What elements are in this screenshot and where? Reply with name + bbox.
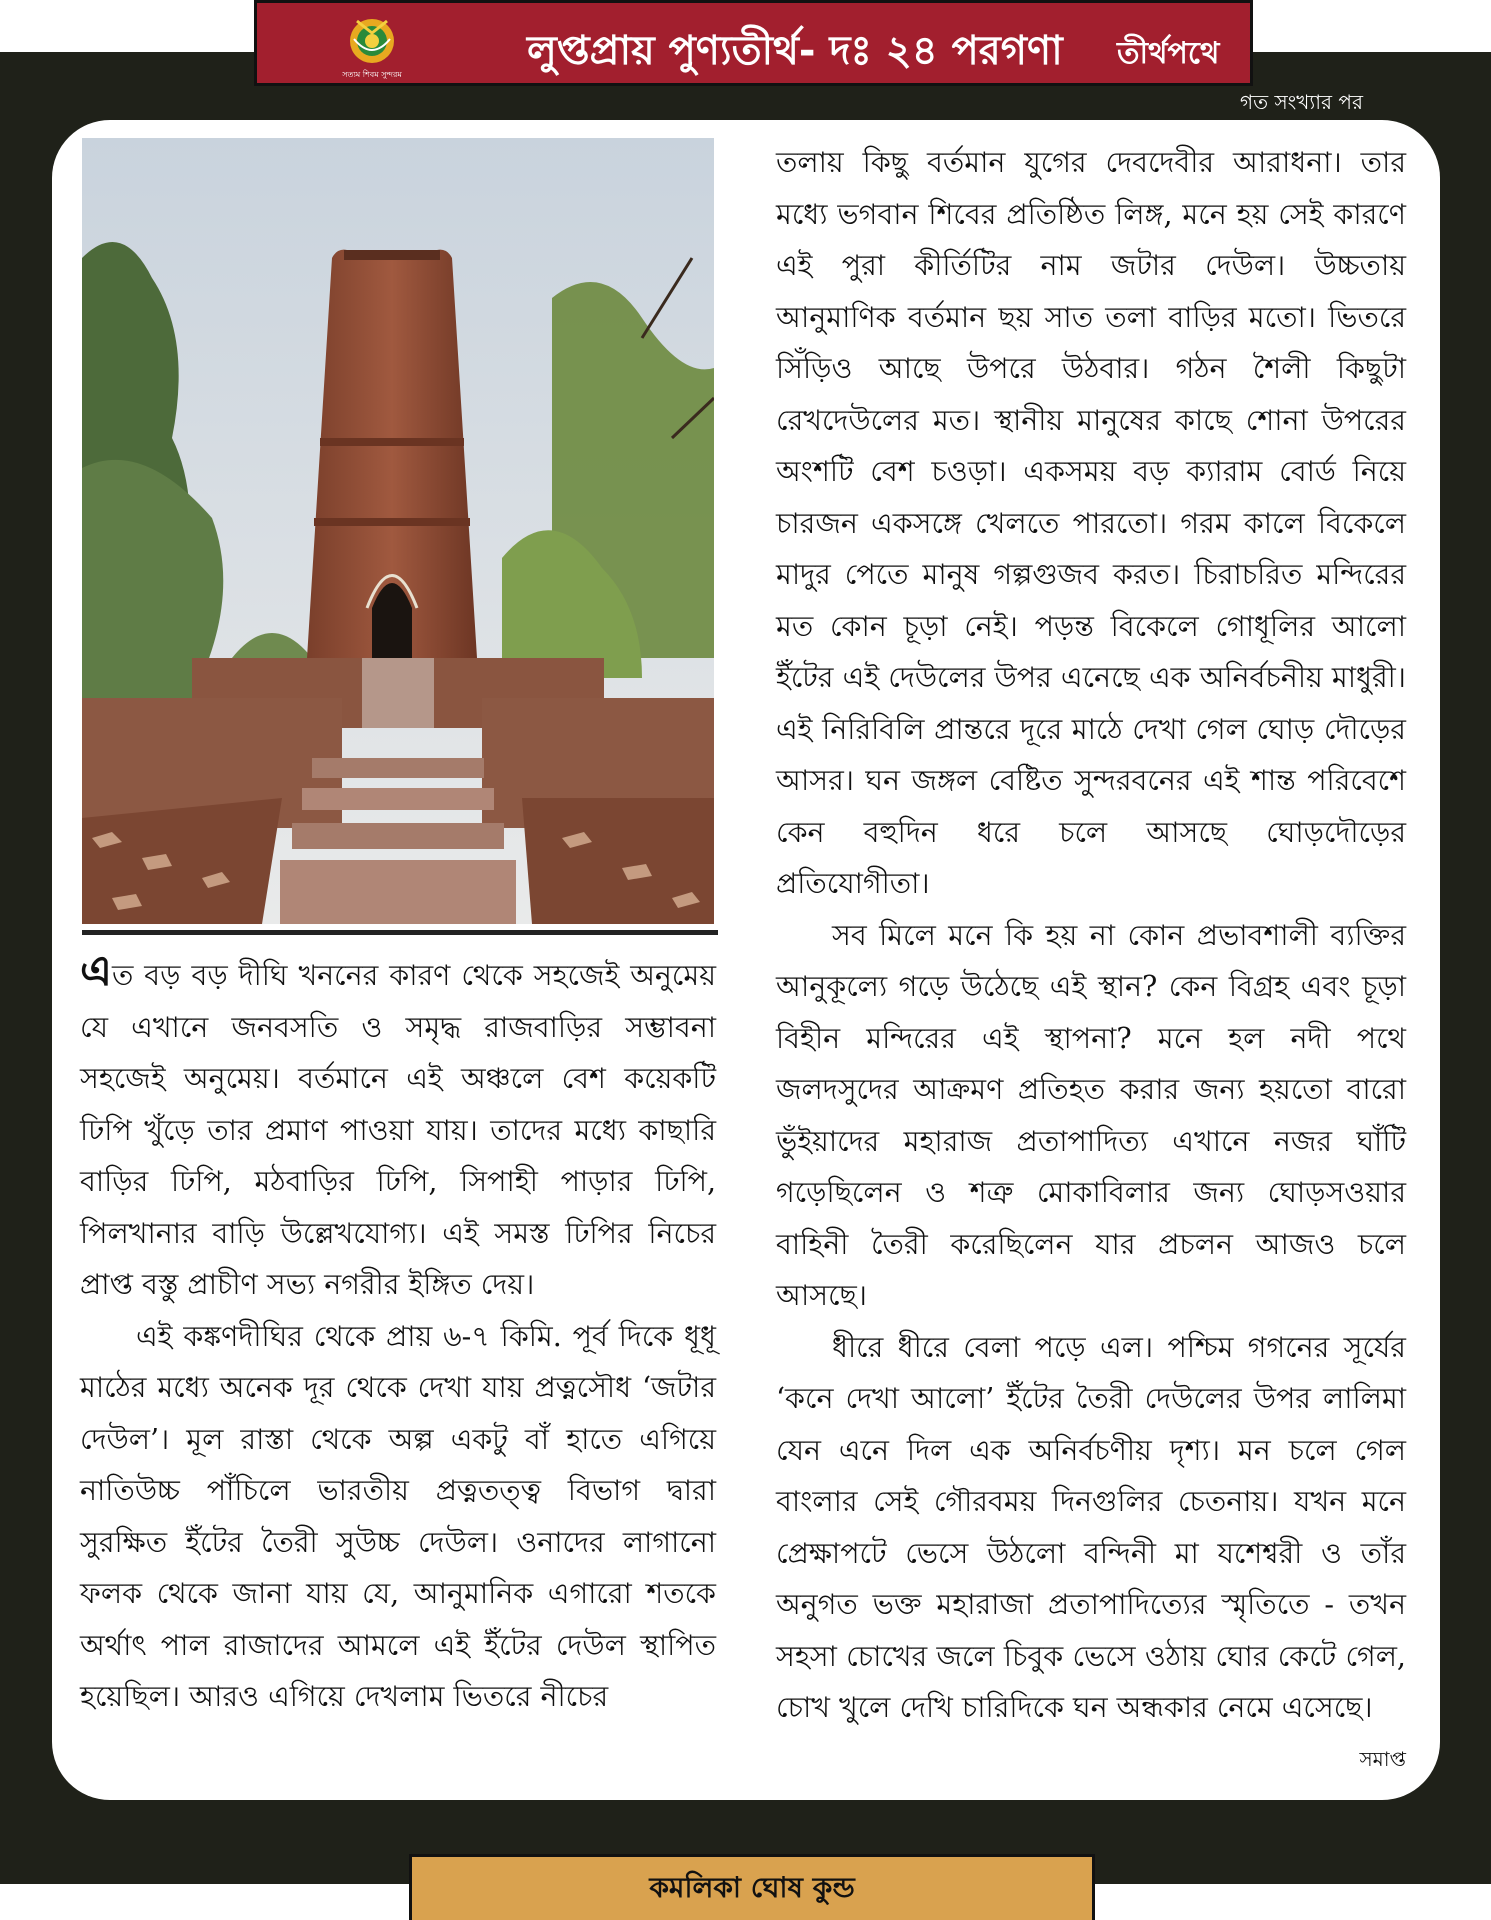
paragraph: [80, 945, 716, 1311]
author-name: কমলিকা ঘোষ কুন্ড: [649, 1871, 855, 1904]
page-title: লুপ্তপ্রায় পুণ্যতীর্থ- দঃ ২৪ পরগণা: [527, 28, 1063, 74]
temple-photo: [82, 138, 714, 924]
photo-rule: [82, 930, 718, 935]
logo-caption: সত্যম শিবম সুন্দরম: [342, 70, 402, 79]
paragraph-text: ধীরে ধীরে বেলা পড়ে এল। পশ্চিম গগনের সূর্যের ‘কনে দেখা আলো’ ইঁটের তৈরী দেউলের উপর লালিমা যেন এনে দিল এক অনির্বচণীয় দৃশ্য। মন চলে গেল বাংলার সেই গৌরবময় দিনগুলির চেতনায়। যখন মনে প্রেক্ষাপটে ভেসে উঠলো বন্দিনী মা যশেশ্বরী ও তাঁর অনুগত ভক্ত মহারাজা প্রতাপাদিত্যের স্মৃতিতে - তখন সহসা চোখের জলে চিবুক ভেসে ওঠায় ঘোর কেটে গেল, চোখ খুলে দেখি চারিদিকে ঘন অন্ধকার নেমে এসেছে।: [776, 1330, 1406, 1724]
author-box: [409, 1854, 1095, 1920]
drop-cap: এ: [80, 946, 112, 995]
paragraph: এই কঙ্কণদীঘির থেকে প্রায় ৬-৭ কিমি. পূর্ব দিকে ধূধূ মাঠের মধ্যে অনেক দূর থেকে দেখা যায় প্রত্নসৌধ ‘জটার দেউল’। মূল রাস্তা থেকে অল্প একটু বাঁ হাতে এগিয়ে নাতিউচ্চ পাঁচিলে ভারতীয় প্রত্নতত্ত্ব বিভাগ দ্বারা সুরক্ষিত ইঁটের তৈরী সুউচ্চ দেউল। ওনাদের লাগানো ফলক থেকে জানা যায় যে, আনুমানিক এগারো শতকে অর্থাৎ পাল রাজাদের আমলে এই ইঁটের দেউল স্থাপিত হয়েছিল। আরও এগিয়ে দেখলাম ভিতরে নীচের: [80, 1319, 716, 1713]
section-label: তীর্থপথে: [1117, 36, 1220, 71]
paragraph: [776, 1322, 1406, 1771]
paragraph-text: ত বড় বড় দীঘি খননের কারণ থেকে সহজেই অনুমেয় যে এখানে জনবসতি ও সমৃদ্ধ রাজবাড়ির সম্ভাবনা সহজেই অনুমেয়। বর্তমানে এই অঞ্চলে বেশ কয়েকটি ঢিপি খুঁড়ে তার প্রমাণ পাওয়া যায়। তাদের মধ্যে কাছারি বাড়ির ঢিপি, মঠবাড়ির ঢিপি, সিপাহী পাড়ার ঢিপি, পিলখানার বাড়ি উল্লেখযোগ্য। এই সমস্ত ঢিপির নিচের প্রাপ্ত বস্তু প্রাচীণ সভ্য নগরীর ইঙ্গিত দেয়।: [80, 959, 716, 1301]
article-column-right: [776, 137, 1406, 1785]
article-column-left: [80, 945, 716, 1723]
continued-note: গত সংখ্যার পর: [1240, 90, 1363, 114]
logo: [317, 11, 427, 81]
header-banner: [254, 0, 1253, 86]
paragraph: তলায় কিছু বর্তমান যুগের দেবদেবীর আরাধনা। তার মধ্যে ভগবান শিবের প্রতিষ্ঠিত লিঙ্গ, মনে হয় সেই কারণে এই পুরা কীর্তিটির নাম জটার দেউল। উচ্চতায় আনুমাণিক বর্তমান ছয় সাত তলা বাড়ির মতো। ভিতরে সিঁড়িও আছে উপরে উঠবার। গঠন শৈলী কিছুটা রেখদেউলের মত। স্থানীয় মানুষের কাছে শোনা উপরের অংশটি বেশ চওড়া। একসময় বড় ক্যারাম বোর্ড নিয়ে চারজন একসঙ্গে খেলতে পারতো। গরম কালে বিকেলে মাদুর পেতে মানুষ গল্পগুজব করত। চিরাচরিত মন্দিরের মত কোন চূড়া নেই। পড়ন্ত বিকেলে গোধূলির আলো ইঁটের এই দেউলের উপর এনেছে এক অনির্বচনীয় মাধুরী। এই নিরিবিলি প্রান্তরে দূরে মাঠে দেখা গেল ঘোড় দৌড়ের আসর। ঘন জঙ্গল বেষ্টিত সুন্দরবনের এই শান্ত পরিবেশে কেন বহুদিন ধরে চলে আসছে ঘোড়দৌড়ের প্রতিযোগীতা।: [776, 146, 1406, 900]
paragraph: সব মিলে মনে কি হয় না কোন প্রভাবশালী ব্যক্তির আনুকূল্যে গড়ে উঠেছে এই স্থান? কেন বিগ্রহ এবং চূড়া বিহীন মন্দিরের এই স্থাপনা? মনে হল নদী পথে জলদসুদের আক্রমণ প্রতিহত করার জন্য হয়তো বারো ভুঁইয়াদের মহারাজ প্রতাপাদিত্য এখানে নজর ঘাঁটি গড়েছিলেন ও শত্রু মোকাবিলার জন্য ঘোড়সওয়ার বাহিনী তৈরী করেছিলেন যার প্রচলন আজও চলে আসছে।: [776, 918, 1406, 1312]
end-mark: সমাপ্ত: [1359, 1746, 1406, 1771]
